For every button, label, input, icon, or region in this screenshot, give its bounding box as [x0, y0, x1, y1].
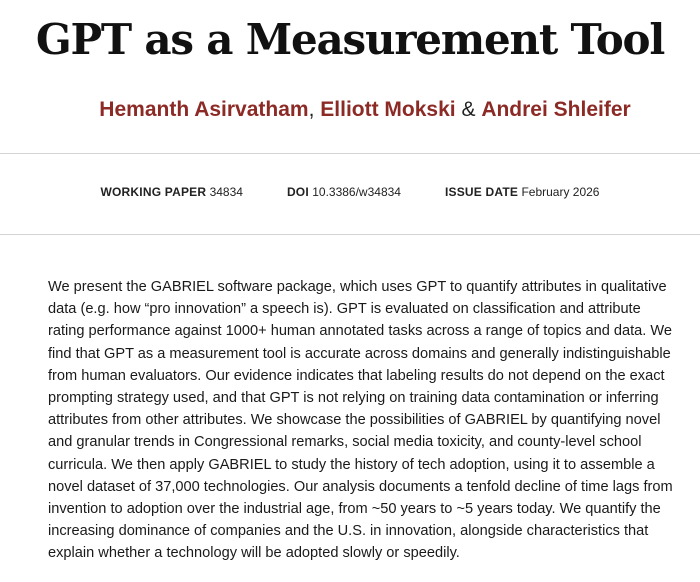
working-paper-number — [101, 185, 243, 199]
author-link-andrei-shleifer[interactable]: Andrei Shleifer — [481, 98, 631, 121]
doi — [287, 185, 401, 199]
paper-title: GPT as a Measurement Tool — [35, 15, 665, 64]
issue-date — [445, 185, 600, 199]
author-separator: & — [455, 98, 482, 121]
divider-top — [0, 153, 700, 154]
issue-date-label: ISSUE DATE — [444, 185, 519, 199]
divider-bottom — [0, 234, 700, 235]
doi-value: 10.3386/w34834 — [312, 185, 401, 199]
author-link-hemanth-asirvatham[interactable]: Hemanth Asirvatham — [99, 98, 309, 121]
author-link-elliott-mokski[interactable]: Elliott Mokski — [320, 98, 456, 121]
abstract-text: We present the GABRIEL software package, which uses GPT to quantify attributes in qualitative data (e.g. how “pro innovation” a speech is). GPT is evaluated on classification and attribute rating performance against 1000+ human annotated tasks across a range of topics and data. We find that GPT as a measurement tool is accurate across domains and generally indistinguishable from human evaluators. Our evidence indicates that labeling results do not depend on the exact prompting strategy used, and that GPT is not relying on training data contamination or inferring attributes from other attributes. We showcase the possibilities of GABRIEL by quantifying novel and granular trends in Congressional remarks, social media toxicity, and county-level school curricula. We then apply GABRIEL to study the history of tech adoption, using it to assemble a novel dataset of 37,000 technologies. Our analysis documents a tenfold decline of time lags from invention to adoption over the industrial age, from ~50 years to ~5 years today. We quantify the increasing dominance of companies and the U.S. in innovation, alongside characteristics that explain whether a technology will be adopted slowly or speedily. — [48, 279, 673, 562]
working-paper-label: WORKING PAPER — [100, 185, 207, 199]
issue-date-value: February 2026 — [521, 185, 600, 199]
paper-metadata — [0, 185, 700, 199]
author-list — [0, 96, 700, 124]
working-paper-value: 34834 — [209, 185, 243, 199]
author-separator: , — [308, 98, 321, 121]
doi-label: DOI — [286, 185, 309, 199]
